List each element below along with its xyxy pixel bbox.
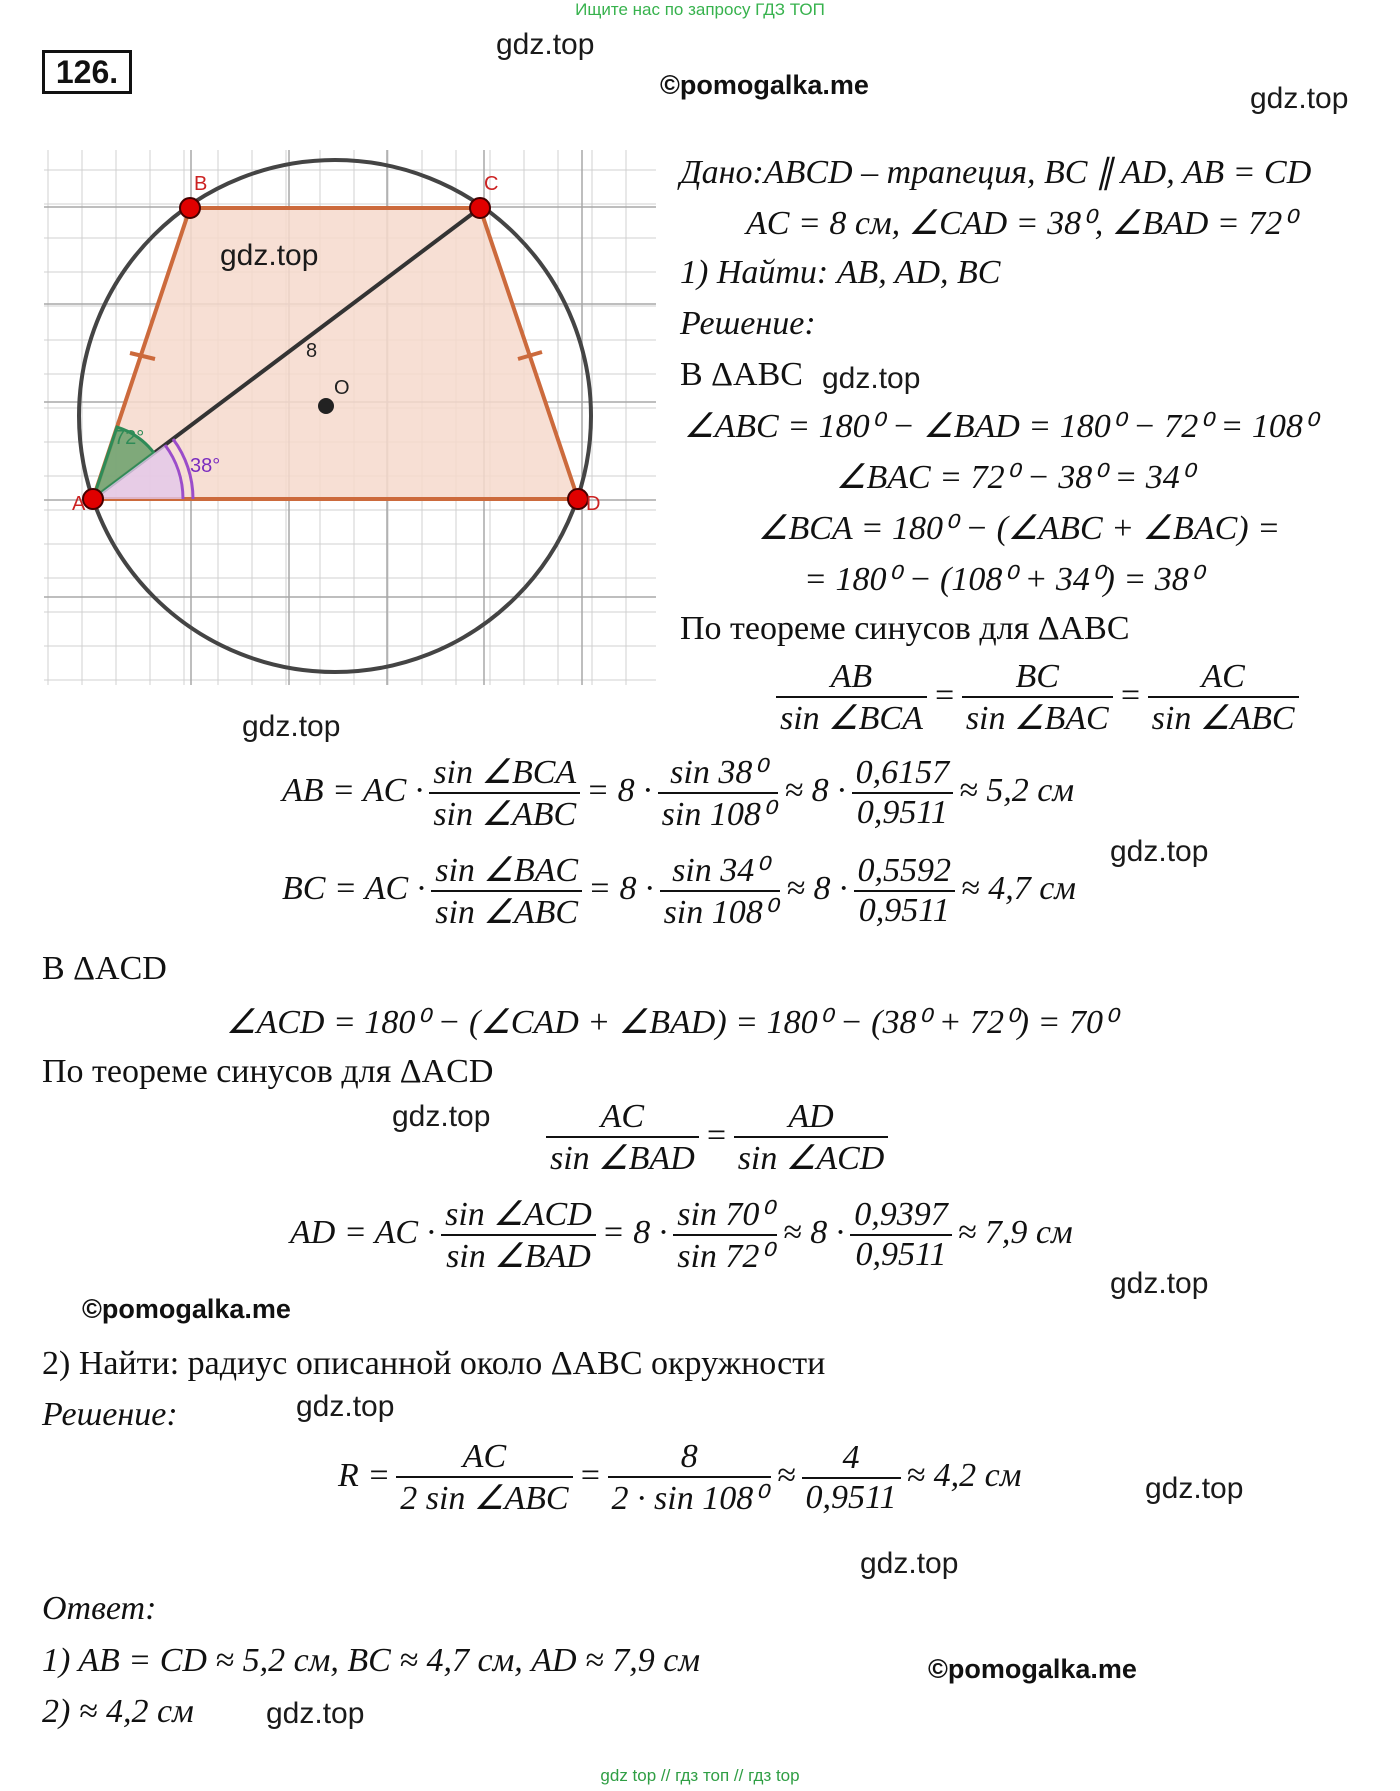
- answer-heading: Ответ:: [42, 1590, 157, 1627]
- watermark: gdz.top: [860, 1547, 959, 1580]
- watermark: gdz.top: [1145, 1472, 1244, 1505]
- watermark: gdz.top: [496, 28, 595, 61]
- task-number: 126.: [42, 50, 132, 94]
- watermark-pomogalka: ©pomogalka.me: [82, 1294, 291, 1324]
- watermark: gdz.top: [1110, 1267, 1209, 1300]
- given-line: Дано:ABCD – трапеция, BC ∥ AD, AB = CD: [680, 154, 1312, 191]
- point-d: [568, 489, 588, 509]
- find-line: 1) Найти: AB, AD, BC: [680, 254, 1001, 291]
- watermark: gdz.top: [392, 1100, 491, 1133]
- watermark: gdz.top: [296, 1390, 395, 1423]
- triangle-acd-heading: В ΔACD: [42, 950, 167, 987]
- sine-rule-acd: $\frac{AC}{\text{sin ∠BAD}}$ = $\frac{AD}{\text{sin ∠ACD}}$: [540, 1098, 894, 1178]
- sine-theorem-acd: По теореме синусов для ΔACD: [42, 1053, 494, 1090]
- solution-heading-2: Решение:: [42, 1396, 178, 1433]
- watermark: gdz.top: [242, 710, 341, 743]
- watermark: gdz.top: [266, 1697, 365, 1730]
- watermark-pomogalka: ©pomogalka.me: [660, 70, 869, 100]
- angle-abc-line: ∠ABC = 180⁰ − ∠BAD = 180⁰ − 72⁰ = 108⁰: [684, 408, 1317, 445]
- sine-rule-abc: $\frac{AB}{\text{sin ∠BCA}}$ = $\frac{BC}{\text{sin ∠BAC}}$ = $\frac{AC}{\text{sin ∠ABC}}$: [770, 658, 1305, 738]
- ad-calculation: AD = AC · $\frac{\text{sin ∠ACD}}{\text{sin ∠BAD}}$ = 8 · $\frac{\text{sin 70⁰}}{\text{sin 72⁰}}$ ≈ 8 · $\frac{0,9397}{0,9511}$ ≈ 7,9 см: [290, 1196, 1073, 1275]
- watermark-pomogalka: ©pomogalka.me: [928, 1654, 1137, 1684]
- radius-calculation: R = $\frac{AC}{\text{2 sin ∠ABC}}$ = $\frac{8}{\text{2 · sin 108⁰}}$ ≈ $\frac{4}{0,9511}$ ≈ 4,2 см: [338, 1438, 1022, 1517]
- watermark: gdz.top: [1250, 82, 1349, 115]
- point-c: [470, 198, 490, 218]
- given-line: AC = 8 см, ∠CAD = 38⁰, ∠BAD = 72⁰: [746, 205, 1296, 242]
- watermark: gdz.top: [1110, 835, 1209, 868]
- angle-bac-line: ∠BAC = 72⁰ − 38⁰ = 34⁰: [836, 459, 1194, 496]
- trapezoid-figure: [44, 150, 656, 685]
- label-d: D: [586, 493, 601, 515]
- label-c: C: [484, 173, 499, 195]
- watermark: gdz.top: [822, 362, 921, 395]
- watermark: gdz.top: [220, 239, 319, 272]
- angle-72-label: 72°: [114, 427, 145, 449]
- ab-calculation: AB = AC · $\frac{\text{sin ∠BCA}}{\text{sin ∠ABC}}$ = 8 · $\frac{\text{sin 38⁰}}{\text{sin 108⁰}}$ ≈ 8 · $\frac{0,6157}{0,9511}$ ≈ 5,2 см: [282, 754, 1075, 833]
- label-a: A: [72, 493, 86, 515]
- triangle-abc-heading: В ΔABC: [680, 356, 803, 393]
- footer: gdz top // гдз топ // гдз top: [600, 1766, 800, 1785]
- bc-calculation: BC = AC · $\frac{\text{sin ∠BAC}}{\text{sin ∠ABC}}$ = 8 · $\frac{\text{sin 34⁰}}{\text{sin 108⁰}}$ ≈ 8 · $\frac{0,5592}{0,9511}$ ≈ 4,7 см: [282, 852, 1076, 931]
- point-a: [83, 489, 103, 509]
- answer-2: 2) ≈ 4,2 см: [42, 1693, 194, 1730]
- point-o: [318, 398, 334, 414]
- label-b: B: [194, 173, 208, 195]
- angle-38-label: 38°: [190, 455, 221, 477]
- sine-theorem-abc: По теореме синусов для ΔABC: [680, 610, 1130, 647]
- angle-acd-line: ∠ACD = 180⁰ − (∠CAD + ∠BAD) = 180⁰ − (38⁰ + 72⁰) = 70⁰: [226, 1004, 1117, 1041]
- angle-bca-line-2: = 180⁰ − (108⁰ + 34⁰) = 38⁰: [804, 561, 1203, 598]
- angle-bca-line: ∠BCA = 180⁰ − (∠ABC + ∠BAC) =: [758, 510, 1281, 547]
- label-o: O: [334, 377, 350, 399]
- top-banner: Ищите нас по запросу ГДЗ ТОП: [575, 0, 825, 19]
- find-radius-line: 2) Найти: радиус описанной около ΔABC окружности: [42, 1345, 826, 1382]
- label-diag: 8: [306, 340, 318, 362]
- solution-heading: Решение:: [680, 305, 816, 342]
- point-b: [180, 198, 200, 218]
- answer-1: 1) AB = CD ≈ 5,2 см, BC ≈ 4,7 см, AD ≈ 7,9 см: [42, 1642, 701, 1679]
